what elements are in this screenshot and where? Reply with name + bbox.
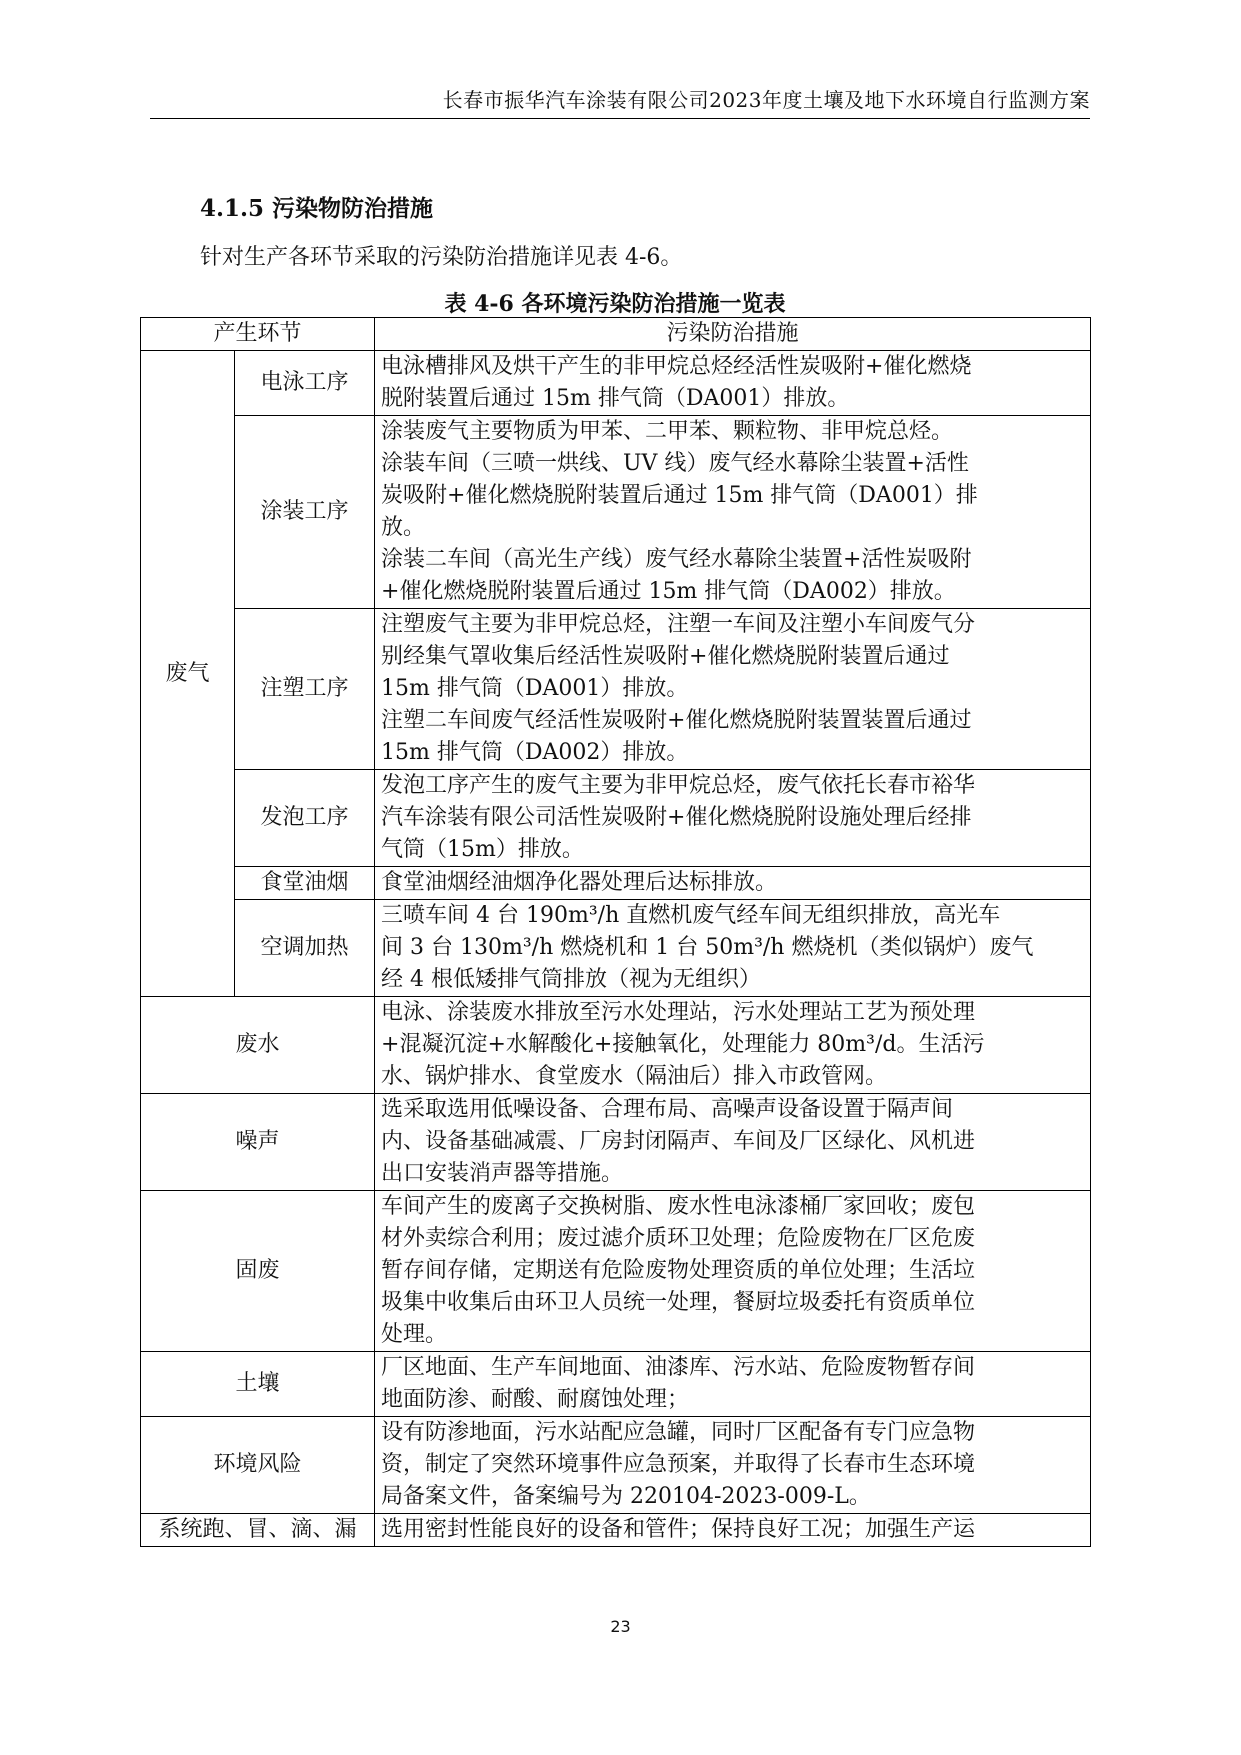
measure-cell	[375, 609, 1091, 770]
measure-line: 三喷车间 4 台 190m³/h 直燃机废气经车间无组织排放，高光车	[381, 903, 1001, 928]
header-divider	[150, 118, 1090, 119]
measure-line: 内、设备基础减震、厂房封闭隔声、车间及厂区绿化、风机进	[381, 1129, 976, 1154]
table-row	[141, 351, 1091, 416]
stage-cell: 空调加热	[235, 900, 375, 997]
measure-cell	[375, 416, 1091, 609]
measure-line: 地面防渗、耐酸、耐腐蚀处理；	[381, 1387, 690, 1412]
measure-line: +催化燃烧脱附装置后通过 15m 排气筒（DA002）排放。	[381, 579, 956, 604]
measure-cell	[375, 900, 1091, 997]
measure-line: 间 3 台 130m³/h 燃烧机和 1 台 50m³/h 燃烧机（类似锅炉）废气	[381, 935, 1034, 960]
measure-line: 15m 排气筒（DA002）排放。	[381, 740, 689, 765]
measure-line: 局备案文件，备案编号为 220104-2023-009-L。	[381, 1484, 871, 1509]
measure-line: 涂装二车间（高光生产线）废气经水幕除尘装置+活性炭吸附	[381, 547, 972, 572]
pollution-measures-table	[140, 317, 1091, 1547]
measure-line: 涂装废气主要物质为甲苯、二甲苯、颗粒物、非甲烷总烃。	[381, 419, 954, 444]
measure-cell	[375, 1514, 1091, 1547]
measure-cell	[375, 867, 1091, 900]
measure-cell	[375, 1417, 1091, 1514]
section-heading: 4.1.5 污染物防治措施	[200, 195, 434, 222]
measure-line: 经 4 根低矮排气筒排放（视为无组织）	[381, 967, 762, 992]
measure-line: 涂装车间（三喷一烘线、UV 线）废气经水幕除尘装置+活性	[381, 451, 969, 476]
category-cell: 噪声	[141, 1094, 375, 1191]
measure-line: 发泡工序产生的废气主要为非甲烷总烃，废气依托长春市裕华	[381, 773, 976, 798]
category-cell: 环境风险	[141, 1417, 375, 1514]
table-body	[141, 351, 1091, 1547]
measure-line: 水、锅炉排水、食堂废水（隔油后）排入市政管网。	[381, 1064, 888, 1089]
measure-line: 注塑二车间废气经活性炭吸附+催化燃烧脱附装置装置后通过	[381, 708, 972, 733]
header-stage: 产生环节	[141, 318, 375, 351]
category-cell: 系统跑、冒、滴、漏	[141, 1514, 375, 1547]
measure-line: 选采取选用低噪设备、合理布局、高噪声设备设置于隔声间	[381, 1097, 954, 1122]
stage-cell: 食堂油烟	[235, 867, 375, 900]
measure-line: 注塑废气主要为非甲烷总烃，注塑一车间及注塑小车间废气分	[381, 612, 976, 637]
table-row	[141, 867, 1091, 900]
table-row	[141, 416, 1091, 609]
stage-cell: 电泳工序	[235, 351, 375, 416]
category-cell: 土壤	[141, 1352, 375, 1417]
measure-cell	[375, 1094, 1091, 1191]
page-number: 23	[610, 1617, 631, 1636]
measure-cell	[375, 1352, 1091, 1417]
table-row	[141, 997, 1091, 1094]
measure-line: 别经集气罩收集后经活性炭吸附+催化燃烧脱附装置后通过	[381, 644, 950, 669]
table-row	[141, 1352, 1091, 1417]
document-header: 长春市振华汽车涂装有限公司2023年度土壤及地下水环境自行监测方案	[442, 88, 1090, 112]
measure-line: 食堂油烟经油烟净化器处理后达标排放。	[381, 870, 778, 895]
measure-cell	[375, 770, 1091, 867]
measure-line: 电泳槽排风及烘干产生的非甲烷总烃经活性炭吸附+催化燃烧	[381, 354, 972, 379]
table-row	[141, 900, 1091, 997]
measure-cell	[375, 997, 1091, 1094]
category-cell: 废水	[141, 997, 375, 1094]
table-header-row	[141, 318, 1091, 351]
table-row	[141, 1514, 1091, 1547]
measure-line: 脱附装置后通过 15m 排气筒（DA001）排放。	[381, 386, 850, 411]
measure-cell	[375, 351, 1091, 416]
measure-line: 厂区地面、生产车间地面、油漆库、污水站、危险废物暂存间	[381, 1355, 976, 1380]
measure-line: 圾集中收集后由环卫人员统一处理，餐厨垃圾委托有资质单位	[381, 1290, 976, 1315]
measure-line: 暂存间存储，定期送有危险废物处理资质的单位处理；生活垃	[381, 1258, 976, 1283]
measure-cell	[375, 1191, 1091, 1352]
measure-line: 放。	[381, 515, 426, 540]
measure-line: 炭吸附+催化燃烧脱附装置后通过 15m 排气筒（DA001）排	[381, 483, 978, 508]
section-intro: 针对生产各环节采取的污染防治措施详见表 4-6。	[200, 245, 683, 270]
measure-line: 资，制定了突然环境事件应急预案，并取得了长春市生态环境	[381, 1452, 976, 1477]
measure-line: 15m 排气筒（DA001）排放。	[381, 676, 689, 701]
measure-line: 气筒（15m）排放。	[381, 837, 584, 862]
table-row	[141, 609, 1091, 770]
measure-line: 出口安装消声器等措施。	[381, 1161, 624, 1186]
category-cell: 废气	[141, 351, 235, 997]
table-row	[141, 1094, 1091, 1191]
header-measures: 污染防治措施	[375, 318, 1091, 351]
measure-line: 设有防渗地面，污水站配应急罐，同时厂区配备有专门应急物	[381, 1420, 976, 1445]
stage-cell: 发泡工序	[235, 770, 375, 867]
measure-line: +混凝沉淀+水解酸化+接触氧化，处理能力 80m³/d。生活污	[381, 1032, 985, 1057]
table-row	[141, 1417, 1091, 1514]
category-cell: 固废	[141, 1191, 375, 1352]
table-row	[141, 1191, 1091, 1352]
table-row	[141, 770, 1091, 867]
measure-line: 车间产生的废离子交换树脂、废水性电泳漆桶厂家回收；废包	[381, 1194, 976, 1219]
stage-cell: 注塑工序	[235, 609, 375, 770]
measure-line: 电泳、涂装废水排放至污水处理站，污水处理站工艺为预处理	[381, 1000, 976, 1025]
stage-cell: 涂装工序	[235, 416, 375, 609]
measure-line: 选用密封性能良好的设备和管件；保持良好工况；加强生产运	[381, 1517, 976, 1542]
measure-line: 汽车涂装有限公司活性炭吸附+催化燃烧脱附设施处理后经排	[381, 805, 972, 830]
measure-line: 材外卖综合利用；废过滤介质环卫处理；危险废物在厂区危废	[381, 1226, 976, 1251]
table-caption: 表 4-6 各环境污染防治措施一览表	[444, 291, 786, 317]
measure-line: 处理。	[381, 1322, 448, 1347]
